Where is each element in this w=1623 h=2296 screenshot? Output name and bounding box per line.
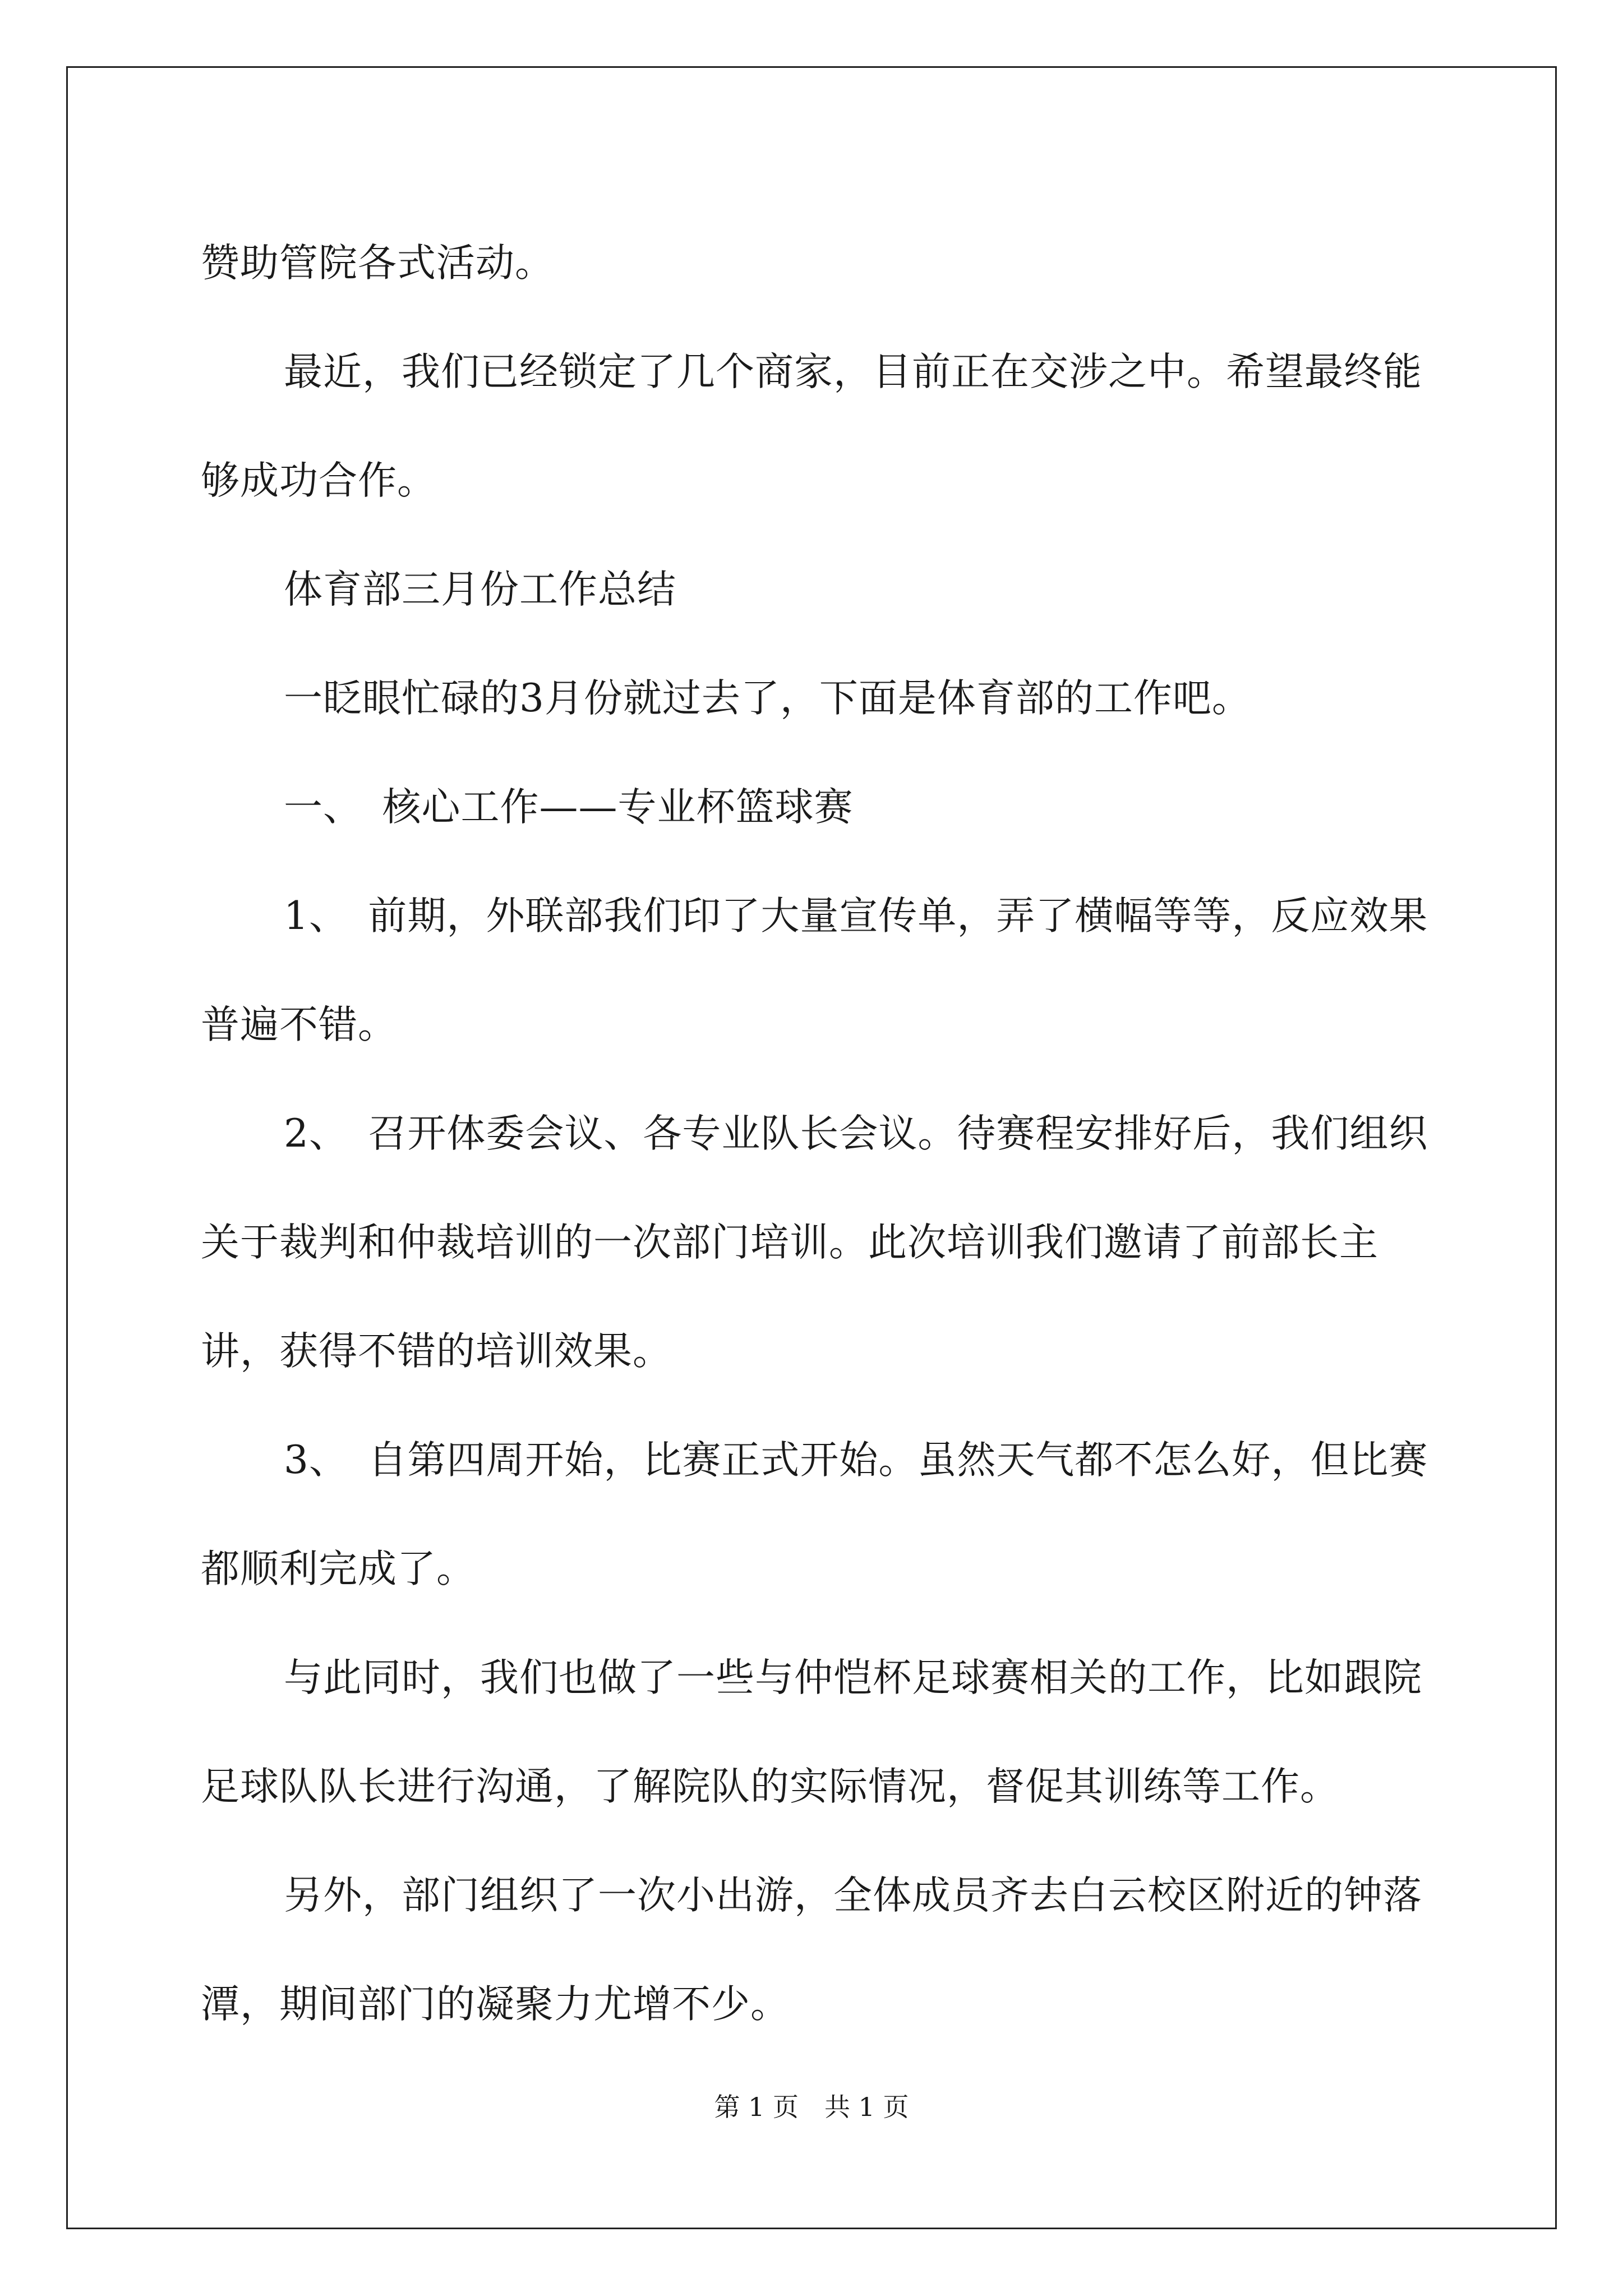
paragraph: 另外，部门组织了一次小出游，全体成员齐去白云校区附近的钟落潭，期间部门的凝聚力尤增不少。	[201, 1873, 1422, 2027]
list-item: 2、 召开体委会议、各专业队长会议。待赛程安排好后，我们组织关于裁判和仲裁培训的一次部门培训。此次培训我们邀请了前部长主讲，获得不错的培训效果。	[201, 1111, 1428, 1374]
page-number: 第 1 页 共 1 页	[714, 2092, 909, 2122]
section-heading: 一、 核心工作——专业杯篮球赛	[284, 785, 854, 830]
list-item: 3、 自第四周开始，比赛正式开始。虽然天气都不怎么好，但比赛都顺利完成了。	[201, 1438, 1428, 1591]
paragraph: 一眨眼忙碌的3月份就过去了，下面是体育部的工作吧。	[284, 676, 1251, 721]
paragraph: 赞助管院各式活动。	[201, 241, 554, 286]
paragraph: 与此同时，我们也做了一些与仲恺杯足球赛相关的工作，比如跟院足球队队长进行沟通，了解院队的实际情况，督促其训练等工作。	[201, 1655, 1422, 1809]
paragraph: 最近，我们已经锁定了几个商家，目前正在交涉之中。希望最终能够成功合作。	[201, 349, 1422, 503]
list-item: 1、 前期，外联部我们印了大量宣传单，弄了横幅等等，反应效果普遍不错。	[201, 894, 1428, 1047]
document-body	[201, 209, 1429, 2059]
section-heading: 体育部三月份工作总结	[284, 567, 676, 612]
